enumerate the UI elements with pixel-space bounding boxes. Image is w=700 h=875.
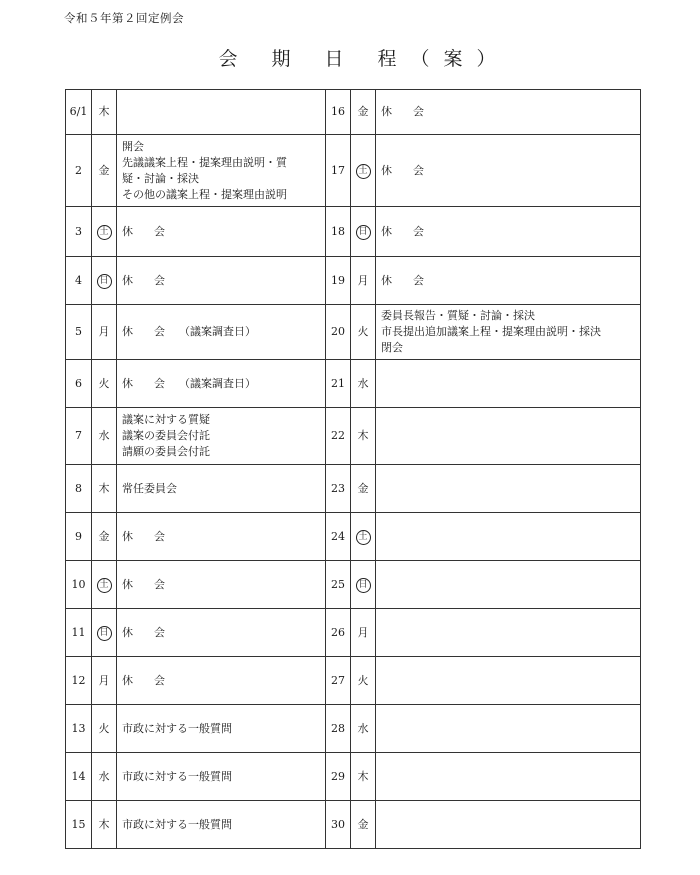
event-cell bbox=[376, 360, 641, 408]
event-line: 休会 bbox=[122, 673, 165, 687]
weekday: 火 bbox=[351, 657, 376, 705]
event-line: 市政に対する一般質問 bbox=[122, 769, 232, 783]
event-cell bbox=[376, 257, 641, 305]
holiday-weekday bbox=[351, 561, 376, 609]
weekday: 月 bbox=[351, 257, 376, 305]
event-cell bbox=[117, 90, 326, 135]
event-cell bbox=[117, 705, 326, 753]
event-cell bbox=[376, 207, 641, 257]
event-cell bbox=[376, 513, 641, 561]
holiday-weekday bbox=[92, 257, 117, 305]
schedule-row bbox=[66, 609, 641, 657]
day-number: 24 bbox=[326, 513, 351, 561]
event-cell bbox=[376, 609, 641, 657]
event-cell bbox=[117, 753, 326, 801]
day-number: 15 bbox=[66, 801, 92, 849]
day-number: 12 bbox=[66, 657, 92, 705]
schedule-row bbox=[66, 753, 641, 801]
event-cell bbox=[117, 408, 326, 465]
weekday: 木 bbox=[92, 465, 117, 513]
event-line: 休会 bbox=[381, 224, 424, 238]
event-line: 市政に対する一般質問 bbox=[122, 721, 232, 735]
event-line: その他の議案上程・提案理由説明 bbox=[122, 187, 287, 201]
weekday: 金 bbox=[351, 90, 376, 135]
schedule-row bbox=[66, 513, 641, 561]
weekday: 木 bbox=[351, 408, 376, 465]
event-cell bbox=[376, 135, 641, 207]
event-line: 議案に対する質疑 bbox=[122, 413, 210, 426]
weekday: 金 bbox=[351, 465, 376, 513]
event-line: 市政に対する一般質問 bbox=[122, 817, 232, 831]
day-number: 22 bbox=[326, 408, 351, 465]
day-number: 11 bbox=[66, 609, 92, 657]
event-cell bbox=[376, 305, 641, 360]
schedule-row bbox=[66, 207, 641, 257]
day-number: 25 bbox=[326, 561, 351, 609]
day-number: 23 bbox=[326, 465, 351, 513]
day-number: 4 bbox=[66, 257, 92, 305]
session-label: 令和５年第２回定例会 bbox=[64, 11, 184, 25]
day-number: 5 bbox=[66, 305, 92, 360]
event-cell bbox=[376, 561, 641, 609]
day-number: 13 bbox=[66, 705, 92, 753]
weekday: 金 bbox=[351, 801, 376, 849]
event-cell bbox=[376, 408, 641, 465]
day-number: 3 bbox=[66, 207, 92, 257]
weekday: 水 bbox=[92, 753, 117, 801]
event-cell bbox=[376, 90, 641, 135]
event-line: 市長提出追加議案上程・提案理由説明・採決 bbox=[381, 325, 601, 338]
weekday: 木 bbox=[92, 801, 117, 849]
holiday-weekday bbox=[351, 207, 376, 257]
event-line: 疑・討論・採決 bbox=[122, 171, 199, 185]
event-line: 議案の委員会付託 bbox=[122, 429, 210, 442]
day-number: 16 bbox=[326, 90, 351, 135]
event-line: 休会 bbox=[122, 529, 165, 543]
weekday: 月 bbox=[351, 609, 376, 657]
event-cell bbox=[376, 705, 641, 753]
event-cell bbox=[376, 801, 641, 849]
schedule-row bbox=[66, 801, 641, 849]
circled-weekday-mark: 土 bbox=[97, 578, 112, 593]
schedule-row bbox=[66, 360, 641, 408]
weekday: 火 bbox=[92, 360, 117, 408]
event-line: 常任委員会 bbox=[122, 481, 177, 495]
day-number: 9 bbox=[66, 513, 92, 561]
schedule-row bbox=[66, 135, 641, 207]
day-number: 19 bbox=[326, 257, 351, 305]
weekday: 木 bbox=[92, 90, 117, 135]
event-line: 休会 bbox=[122, 577, 165, 591]
event-line: 休会 （議案調査日） bbox=[122, 376, 256, 390]
day-number: 28 bbox=[326, 705, 351, 753]
event-cell bbox=[117, 360, 326, 408]
circled-weekday-mark: 日 bbox=[356, 225, 371, 240]
event-cell bbox=[117, 135, 326, 207]
event-line: 先議議案上程・提案理由説明・質 bbox=[122, 155, 287, 169]
day-number: 6 bbox=[66, 360, 92, 408]
weekday: 火 bbox=[351, 305, 376, 360]
event-cell bbox=[117, 801, 326, 849]
day-number: 7 bbox=[66, 408, 92, 465]
event-cell bbox=[376, 465, 641, 513]
circled-weekday-mark: 日 bbox=[97, 626, 112, 641]
circled-weekday-mark: 土 bbox=[356, 530, 371, 545]
schedule-row bbox=[66, 657, 641, 705]
circled-weekday-mark: 日 bbox=[356, 578, 371, 593]
weekday: 水 bbox=[351, 360, 376, 408]
weekday: 金 bbox=[92, 513, 117, 561]
holiday-weekday bbox=[351, 513, 376, 561]
event-line: 休会 bbox=[381, 163, 424, 177]
event-line: 休会 （議案調査日） bbox=[122, 325, 256, 338]
event-line: 休会 bbox=[381, 105, 424, 118]
weekday: 水 bbox=[351, 705, 376, 753]
circled-weekday-mark: 日 bbox=[97, 274, 112, 289]
schedule-row bbox=[66, 408, 641, 465]
circled-weekday-mark: 土 bbox=[356, 164, 371, 179]
event-cell bbox=[117, 561, 326, 609]
event-cell bbox=[117, 657, 326, 705]
weekday: 月 bbox=[92, 305, 117, 360]
circled-weekday-mark: 土 bbox=[97, 225, 112, 240]
weekday: 月 bbox=[92, 657, 117, 705]
event-cell bbox=[117, 305, 326, 360]
day-number: 8 bbox=[66, 465, 92, 513]
day-number: 18 bbox=[326, 207, 351, 257]
event-cell bbox=[117, 465, 326, 513]
event-cell bbox=[117, 513, 326, 561]
day-number: 30 bbox=[326, 801, 351, 849]
day-number: 6/1 bbox=[66, 90, 92, 135]
weekday: 水 bbox=[92, 408, 117, 465]
holiday-weekday bbox=[92, 207, 117, 257]
page-title: 会 期 日 程（案） bbox=[218, 48, 510, 70]
event-line: 休会 bbox=[381, 273, 424, 287]
event-cell bbox=[376, 753, 641, 801]
schedule-row bbox=[66, 465, 641, 513]
event-cell bbox=[117, 207, 326, 257]
event-line: 開会 bbox=[122, 139, 144, 153]
schedule-row bbox=[66, 257, 641, 305]
day-number: 26 bbox=[326, 609, 351, 657]
weekday: 金 bbox=[92, 135, 117, 207]
day-number: 20 bbox=[326, 305, 351, 360]
schedule-row bbox=[66, 90, 641, 135]
day-number: 14 bbox=[66, 753, 92, 801]
day-number: 17 bbox=[326, 135, 351, 207]
schedule-row bbox=[66, 705, 641, 753]
weekday: 火 bbox=[92, 705, 117, 753]
day-number: 21 bbox=[326, 360, 351, 408]
event-line: 休会 bbox=[122, 224, 165, 238]
weekday: 木 bbox=[351, 753, 376, 801]
schedule-table bbox=[65, 89, 641, 849]
event-cell bbox=[117, 609, 326, 657]
event-line: 閉会 bbox=[381, 341, 403, 354]
event-line: 休会 bbox=[122, 273, 165, 287]
day-number: 29 bbox=[326, 753, 351, 801]
holiday-weekday bbox=[92, 609, 117, 657]
holiday-weekday bbox=[351, 135, 376, 207]
event-cell bbox=[376, 657, 641, 705]
event-line: 委員長報告・質疑・討論・採決 bbox=[381, 309, 535, 322]
event-line: 請願の委員会付託 bbox=[122, 445, 210, 458]
day-number: 27 bbox=[326, 657, 351, 705]
schedule-row bbox=[66, 561, 641, 609]
day-number: 10 bbox=[66, 561, 92, 609]
holiday-weekday bbox=[92, 561, 117, 609]
schedule-row bbox=[66, 305, 641, 360]
event-line: 休会 bbox=[122, 625, 165, 639]
event-cell bbox=[117, 257, 326, 305]
day-number: 2 bbox=[66, 135, 92, 207]
